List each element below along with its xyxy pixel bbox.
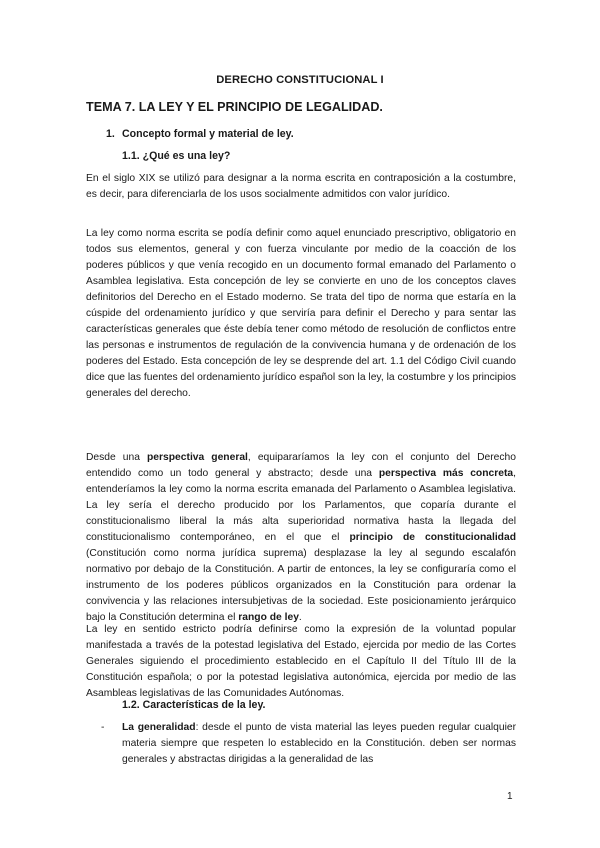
paragraph-3-text: (Constitución como norma jurídica suprema) desplazase la ley al segundo escalafón normativo por debajo de la Constitución. A partir de entonces, la ley se configuraría como el instrumento de los poderes públicos organizados en la Constitución para ordenar la convivencia y las relaciones intersubjetivas de la sociedad. Este posicionamiento jerárquico bajo la Constitución determina el [86,548,516,623]
bold-term: perspectiva más concreta [378,468,514,479]
section-number: 1. [106,128,115,140]
paragraph-3-text: , entenderíamos la ley como la norma escrita emanada del Parlamento o Asamblea legislativa. La ley sería el derecho producido por los Parlamentos, que coparía durante el constitucionalismo liberal la más alta superioridad normativa hasta la llegada del constitucionalismo contemporáneo, en el que el [86,468,516,543]
bullet-dash: - [101,722,105,733]
subsection-heading: 1.1. ¿Qué es una ley? [122,150,231,162]
paragraph-4: La ley en sentido estricto podría definirse como la expresión de la voluntad popular manifestada a través de la potestad legislativa del Estado, ejercida por medio de las Cortes Generales siguiendo el procedimiento establecido en el Capítulo II del Título III de la Constitución española; o por la potestad legislativa autonómica, ejercida por medio de las Asambleas legislativas de las Comunidades Autónomas. [86,624,516,699]
section-title: Concepto formal y material de ley. [122,128,294,140]
chapter-title: TEMA 7. LA LEY Y EL PRINCIPIO DE LEGALIDAD. [86,100,383,114]
bold-term: rango de ley [238,612,299,623]
document-title: DERECHO CONSTITUCIONAL I [216,74,384,86]
list-item-body: : desde el punto de vista material las leyes pueden regular cualquier materia siempre que respeten lo establecido en la Constitución. deben ser normas generales y abstractas dirigidas a la generalidad de las [122,722,517,765]
paragraph-3-text: , equipararíamos la ley con el conjunto del Derecho entendido como un todo general y abstracto; desde una [86,452,516,479]
bold-term: perspectiva general [147,452,248,463]
list-item-text [122,720,516,768]
paragraph-1: En el siglo XIX se utilizó para designar a la norma escrita en contraposición a la costumbre, es decir, para diferenciarla de los usos socialmente admitidos con valor jurídico. [86,173,516,200]
bold-term: principio de constitucionalidad [349,532,516,543]
paragraph-2: La ley como norma escrita se podía definir como aquel enunciado prescriptivo, obligatorio en todos sus elementos, general y con fuerza vinculante por medio de la coacción de los poderes públicos y que venía recogido en un documento formal emanado del Parlamento o Asamblea legislativa. Esta concepción de ley se convierte en uno de los conceptos claves definitorios del Derecho en el Estado moderno. Se trata del tipo de norma que estaría en la cúspide del ordenamiento jurídico y que serviría para definir el Derecho y para sentar las características generales que éste debía tener como método de resolución de conflictos entre las personas e instrumentos de regulación de la convivencia humana y de ordenación de los poderes del Estado. Esta concepción de ley se desprende del art. 1.1 del Código Civil cuando dice que las fuentes del ordenamiento jurídico español son la ley, la costumbre y los principios generales del derecho. [86,228,516,399]
paragraph-3 [86,450,516,626]
section-heading [106,128,294,140]
paragraph-3-text: . [298,612,302,623]
bold-term: La generalidad [122,722,196,733]
paragraph-3-text: Desde una [86,452,148,463]
subsection-heading: 1.2. Características de la ley. [122,699,266,711]
page-number: 1 [507,791,513,802]
list-item [101,720,517,768]
